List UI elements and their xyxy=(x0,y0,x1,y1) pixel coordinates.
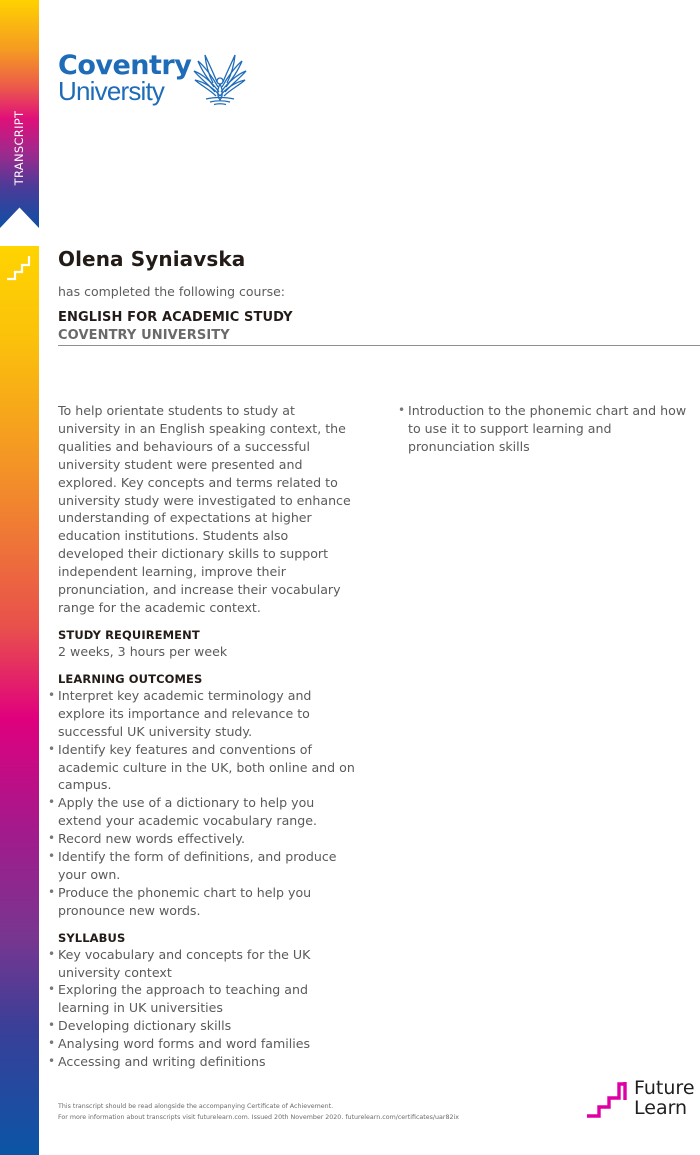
stairs-icon xyxy=(5,253,35,283)
bullet-icon: • xyxy=(48,1036,56,1051)
futurelearn-wordmark xyxy=(634,1078,695,1118)
bullet-icon: • xyxy=(48,831,56,846)
list-item xyxy=(48,981,358,1017)
syllabus-item-text: Accessing and writing definitions xyxy=(58,1054,266,1070)
syllabus-item-text: Exploring the approach to teaching and learning in UK universities xyxy=(58,982,308,1016)
syllabus-heading: SYLLABUS xyxy=(58,930,126,945)
logo-line-university: University xyxy=(58,76,165,106)
bullet-icon: • xyxy=(48,884,56,899)
bullet-icon: • xyxy=(48,795,56,810)
list-item xyxy=(48,1053,358,1071)
learning-outcome-text: Identify key features and conventions of academic culture in the UK, both online and on campus. xyxy=(58,741,355,793)
list-item xyxy=(48,1017,358,1035)
sidebar-gradient-bar xyxy=(0,246,39,1155)
footer-line-1: This transcript should be read alongside the accompanying Certificate of Achievement. xyxy=(58,1103,334,1110)
transcript-label: TRANSCRIPT xyxy=(12,110,26,186)
course-provider: COVENTRY UNIVERSITY xyxy=(58,328,230,343)
content-right-column xyxy=(400,402,700,456)
learning-outcome-text: Apply the use of a dictionary to help you extend your academic vocabulary range. xyxy=(58,795,318,829)
footer-note xyxy=(58,1101,459,1123)
learning-outcome-text: Interpret key academic terminology and explore its importance and relevance to successful UK university study. xyxy=(58,687,312,739)
logo-line-coventry: Coventry xyxy=(58,50,192,81)
list-item xyxy=(48,946,358,982)
learning-outcome-text: Produce the phonemic chart to help you pronounce new words. xyxy=(58,884,312,918)
futurelearn-stairs-icon xyxy=(585,1080,631,1120)
bullet-icon: • xyxy=(48,982,56,997)
learning-outcomes-heading: LEARNING OUTCOMES xyxy=(58,671,203,686)
syllabus-item-text: Analysing word forms and word families xyxy=(58,1036,311,1052)
futurelearn-line-1: Future xyxy=(634,1077,695,1099)
learning-outcomes-list xyxy=(48,687,358,920)
futurelearn-line-2: Learn xyxy=(634,1097,688,1119)
list-item xyxy=(398,402,700,456)
futurelearn-logo xyxy=(585,1078,700,1124)
bullet-icon: • xyxy=(48,946,56,961)
syllabus-list xyxy=(48,946,358,1071)
coventry-university-logo xyxy=(58,50,258,108)
syllabus-item-text: Key vocabulary and concepts for the UK university context xyxy=(58,946,311,980)
bullet-icon: • xyxy=(398,403,406,417)
content-left-column xyxy=(48,402,358,1071)
course-description: To help orientate students to study at university in an English speaking context, the qualities and behaviours of a successful university student were presented and explored. Key concepts and terms related to university study were investigated to enhance understanding of expectations at higher education institutions. Students also developed their dictionary skills to support independent learning, improve their pronunciation, and increase their vocabulary range for the academic context. xyxy=(58,403,351,615)
bullet-icon: • xyxy=(48,849,56,864)
list-item xyxy=(48,1035,358,1053)
learning-outcome-text: Record new words effectively. xyxy=(58,831,245,847)
list-item xyxy=(48,884,358,920)
completed-text: has completed the following course: xyxy=(58,284,286,299)
learning-outcome-text: Identify the form of definitions, and produce your own. xyxy=(58,849,337,882)
list-item xyxy=(48,848,358,884)
list-item xyxy=(48,794,358,830)
bullet-icon: • xyxy=(48,1018,56,1033)
bullet-icon: • xyxy=(48,687,56,702)
bullet-icon: • xyxy=(48,741,56,756)
bullet-icon: • xyxy=(48,1054,56,1069)
phoenix-icon xyxy=(192,52,248,106)
list-item xyxy=(48,741,358,795)
syllabus-list-continued xyxy=(400,402,700,456)
header-divider xyxy=(58,345,700,346)
list-item xyxy=(48,687,358,741)
footer-line-2: For more information about transcripts visit futurelearn.com. Issued 20th November 2020. futurelearn.com/certificates/uar82ix xyxy=(58,1114,459,1121)
course-title: ENGLISH FOR ACADEMIC STUDY xyxy=(58,310,293,325)
list-item xyxy=(48,830,358,848)
study-requirement-heading: STUDY REQUIREMENT xyxy=(58,627,200,642)
syllabus-item-text: Introduction to the phonemic chart and how to use it to support learning and pronunciation skills xyxy=(408,403,687,454)
syllabus-item-text: Developing dictionary skills xyxy=(58,1018,232,1034)
study-requirement-value: 2 weeks, 3 hours per week xyxy=(58,643,228,659)
transcript-ribbon-label xyxy=(0,0,39,200)
learner-name: Olena Syniavska xyxy=(58,247,246,271)
